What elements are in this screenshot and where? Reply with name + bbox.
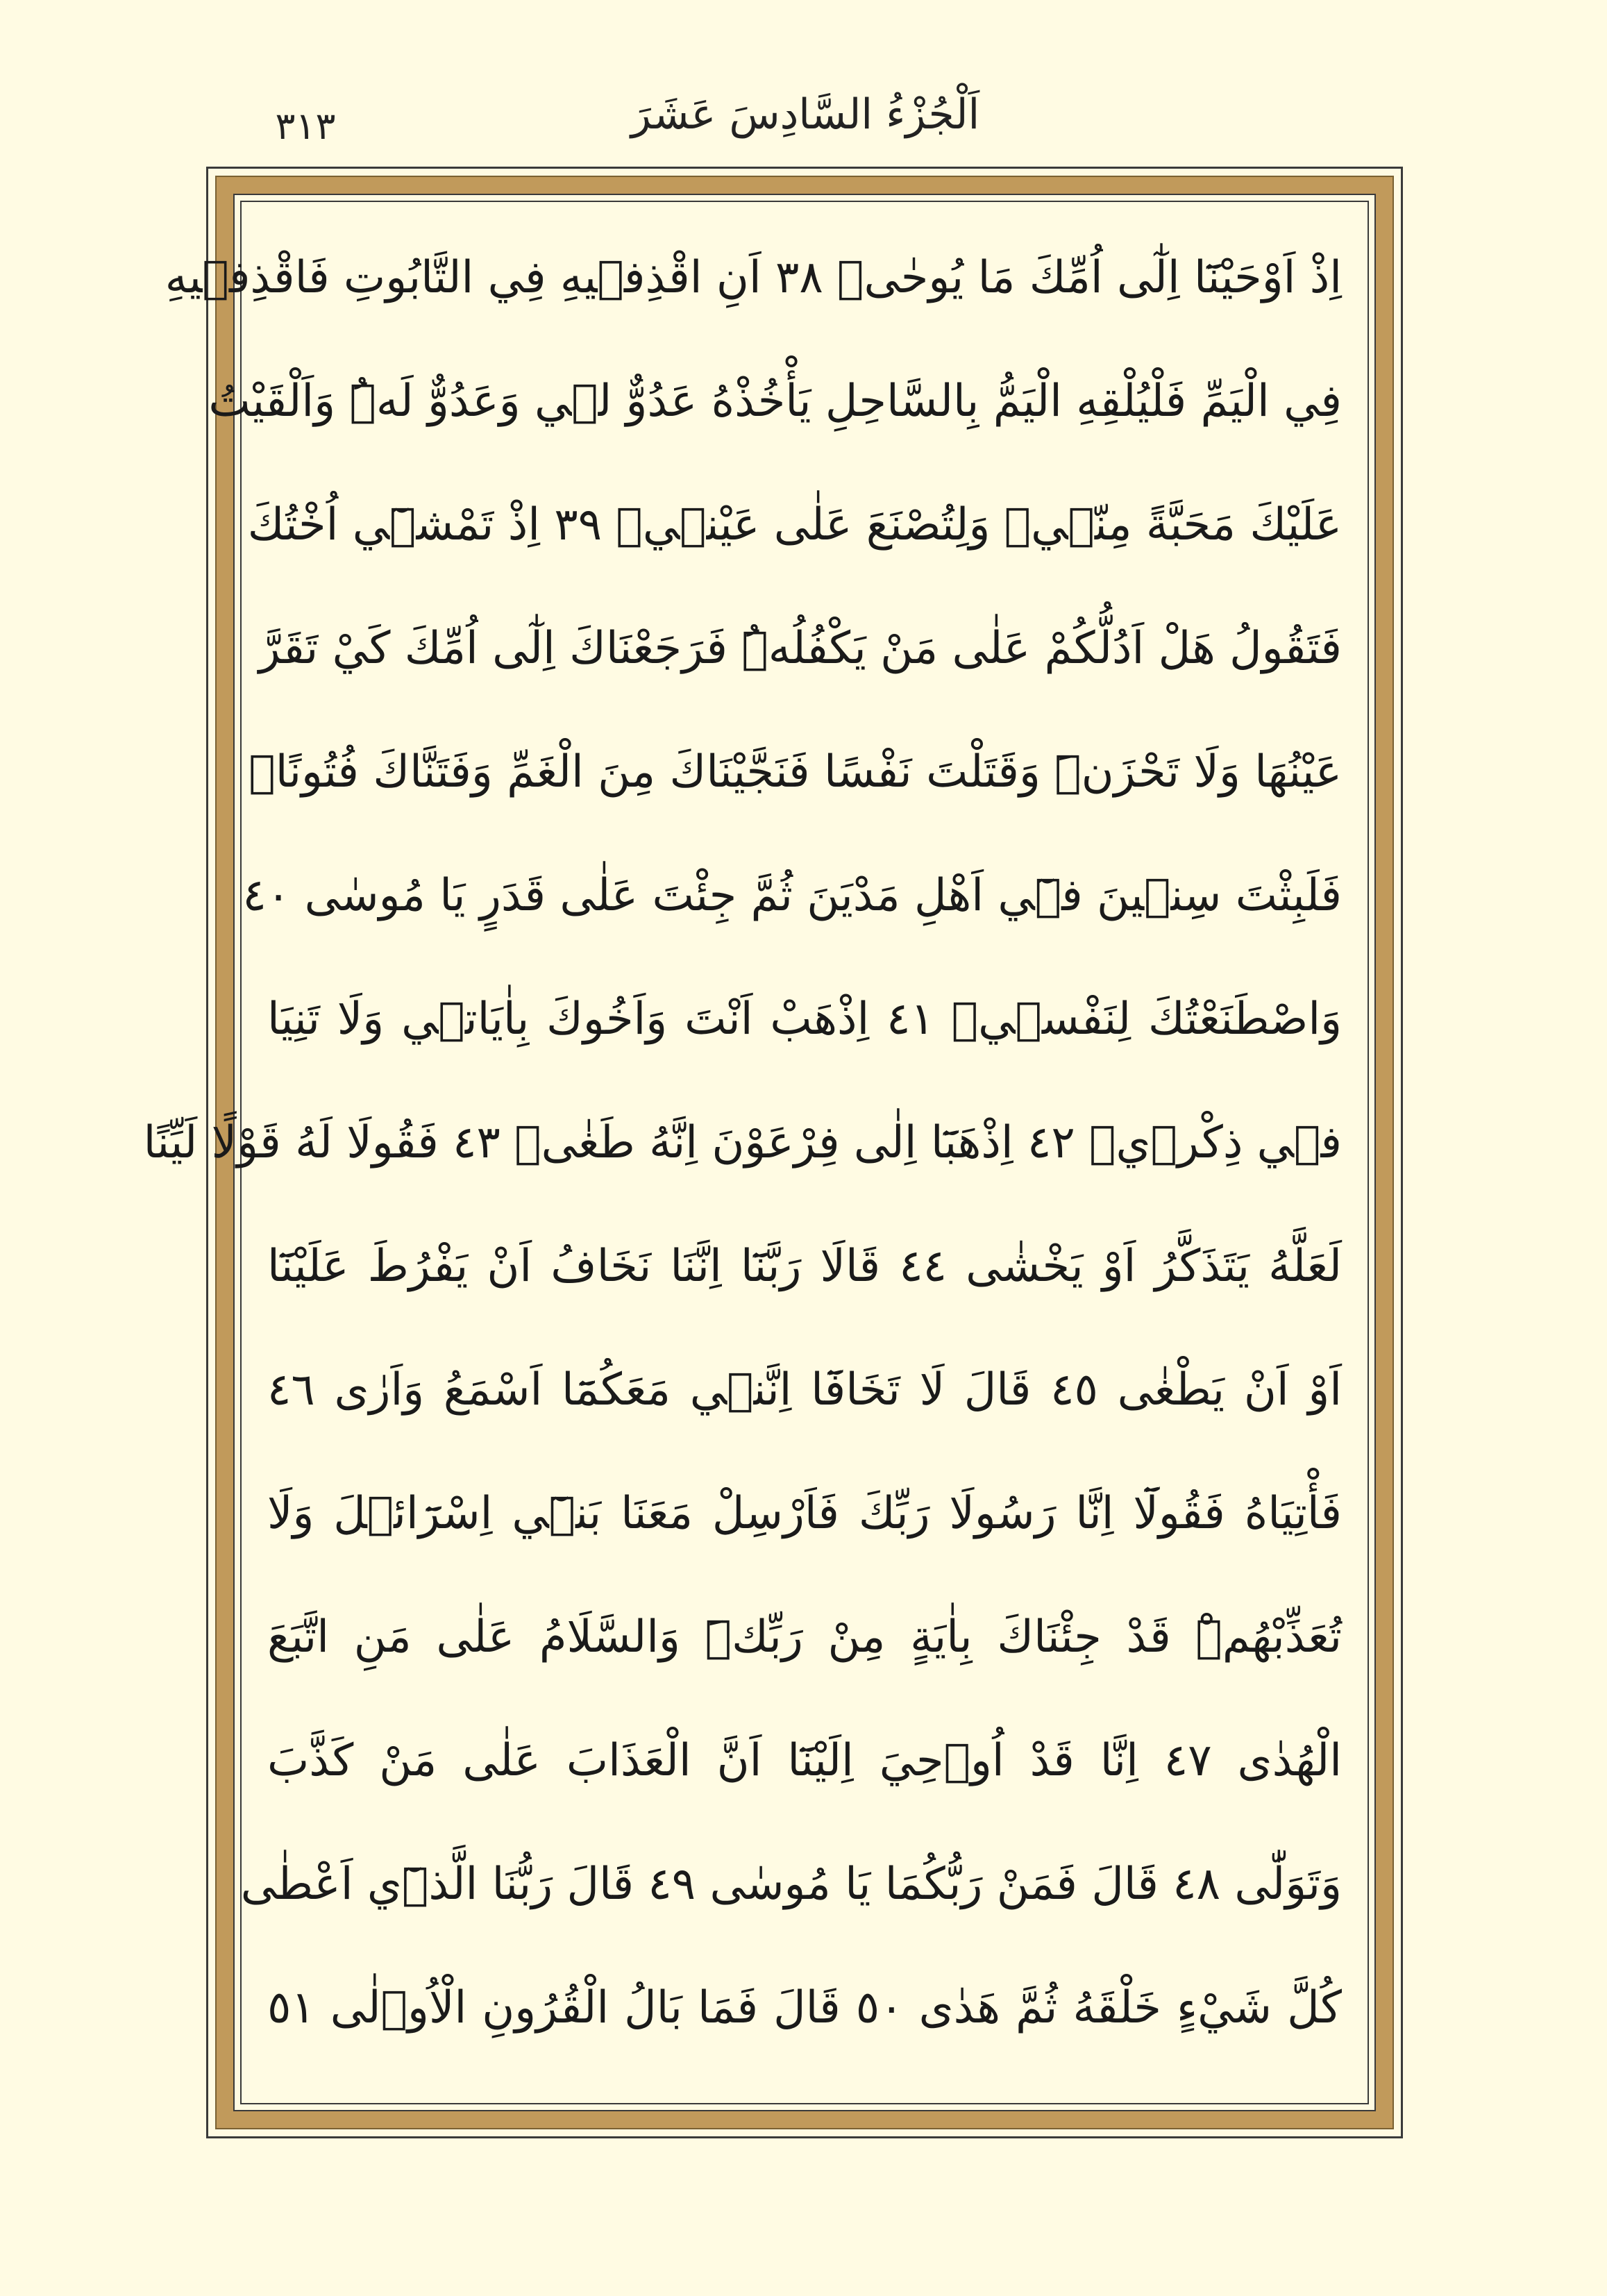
text-line: وَاصْطَنَعْتُكَ لِنَفْس۪يۚ ٤١ اِذْهَبْ اَنْتَ وَاَخُوكَ بِاٰيَات۪ي وَلَا تَنِيَا: [267, 994, 1342, 1045]
text-line: عَيْنُهَا وَلَا تَحْزَنَۜ وَقَتَلْتَ نَفْسًا فَنَجَّيْنَاكَ مِنَ الْغَمِّ وَفَتَنَّاكَ فُتُونًاۗ: [249, 746, 1342, 798]
text-line: عَلَيْكَ مَحَبَّةً مِنّ۪يۚ وَلِتُصْنَعَ عَلٰى عَيْن۪يۢ ٣٩ اِذْ تَمْش۪ٓي اُخْتُكَ: [247, 499, 1342, 551]
page-header: [0, 0, 1607, 160]
text-line: فَتَقُولُ هَلْ اَدُلُّكُمْ عَلٰى مَنْ يَكْفُلُهُۜ فَرَجَعْنَاكَ اِلٰٓى اُمِّكَ كَيْ تَقَرَّ: [258, 623, 1342, 674]
juz-title: اَلْجُزْءُ السَّادِسَ عَشَرَ: [630, 90, 980, 139]
quran-text-body: [143, 226, 1343, 2086]
text-line: تُعَذِّبْهُمْۜ قَدْ جِئْنَاكَ بِاٰيَةٍ مِنْ رَبِّكَۜ وَالسَّلَامُ عَلٰى مَنِ اتَّبَعَ: [267, 1611, 1342, 1663]
page-number: ٣١٣: [275, 104, 336, 148]
text-line: فَلَبِثْتَ سِن۪ينَ ف۪ٓي اَهْلِ مَدْيَنَ ثُمَّ جِئْتَ عَلٰى قَدَرٍ يَا مُوسٰى ٤٠: [242, 870, 1342, 921]
text-line: الْهُدٰى ٤٧ اِنَّا قَدْ اُو۫حِيَ اِلَيْنَٓا اَنَّ الْعَذَابَ عَلٰى مَنْ كَذَّبَ: [267, 1735, 1343, 1786]
text-line: اِذْ اَوْحَيْنَٓا اِلٰٓى اُمِّكَ مَا يُوحٰىۙ ٣٨ اَنِ اقْذِف۪يهِ فِي التَّابُوتِ فَاقْذِف۪يهِ: [165, 252, 1342, 303]
text-line: وَتَوَلّٰى ٤٨ قَالَ فَمَنْ رَبُّكُمَا يَا مُوسٰى ٤٩ قَالَ رَبُّنَا الَّذ۪ٓي اَعْطٰى: [240, 1859, 1342, 1910]
text-line: ف۪ي ذِكْر۪يۚ ٤٢ اِذْهَبَٓا اِلٰى فِرْعَوْنَ اِنَّهُ طَغٰىۚ ٤٣ فَقُولَا لَهُ قَوْلًا لَيِّنًا: [143, 1117, 1342, 1168]
text-line: فِي الْيَمِّ فَلْيُلْقِهِ الْيَمُّ بِالسَّاحِلِ يَأْخُذْهُ عَدُوٌّ ل۪ي وَعَدُوٌّ لَهُۜ وَاَلْقَيْتُ: [208, 376, 1342, 427]
text-line: لَعَلَّهُ يَتَذَكَّرُ اَوْ يَخْشٰى ٤٤ قَالَا رَبَّنَٓا اِنَّنَا نَخَافُ اَنْ يَفْرُطَ عَلَيْنَٓا: [267, 1241, 1343, 1292]
text-line: اَوْ اَنْ يَطْغٰى ٤٥ قَالَ لَا تَخَافَٓا اِنَّن۪ي مَعَكُمَٓا اَسْمَعُ وَاَرٰى ٤٦: [267, 1364, 1343, 1416]
text-line: فَأْتِيَاهُ فَقُولَٓا اِنَّا رَسُولَا رَبِّكَ فَاَرْسِلْ مَعَنَا بَن۪ٓي اِسْرَٓائ۪لَ وَلَا: [267, 1488, 1342, 1539]
text-line: كُلَّ شَيْءٍ خَلْقَهُ ثُمَّ هَدٰى ٥٠ قَالَ فَمَا بَالُ الْقُرُونِ الْاُو۫لٰى ٥١: [267, 1982, 1343, 2034]
